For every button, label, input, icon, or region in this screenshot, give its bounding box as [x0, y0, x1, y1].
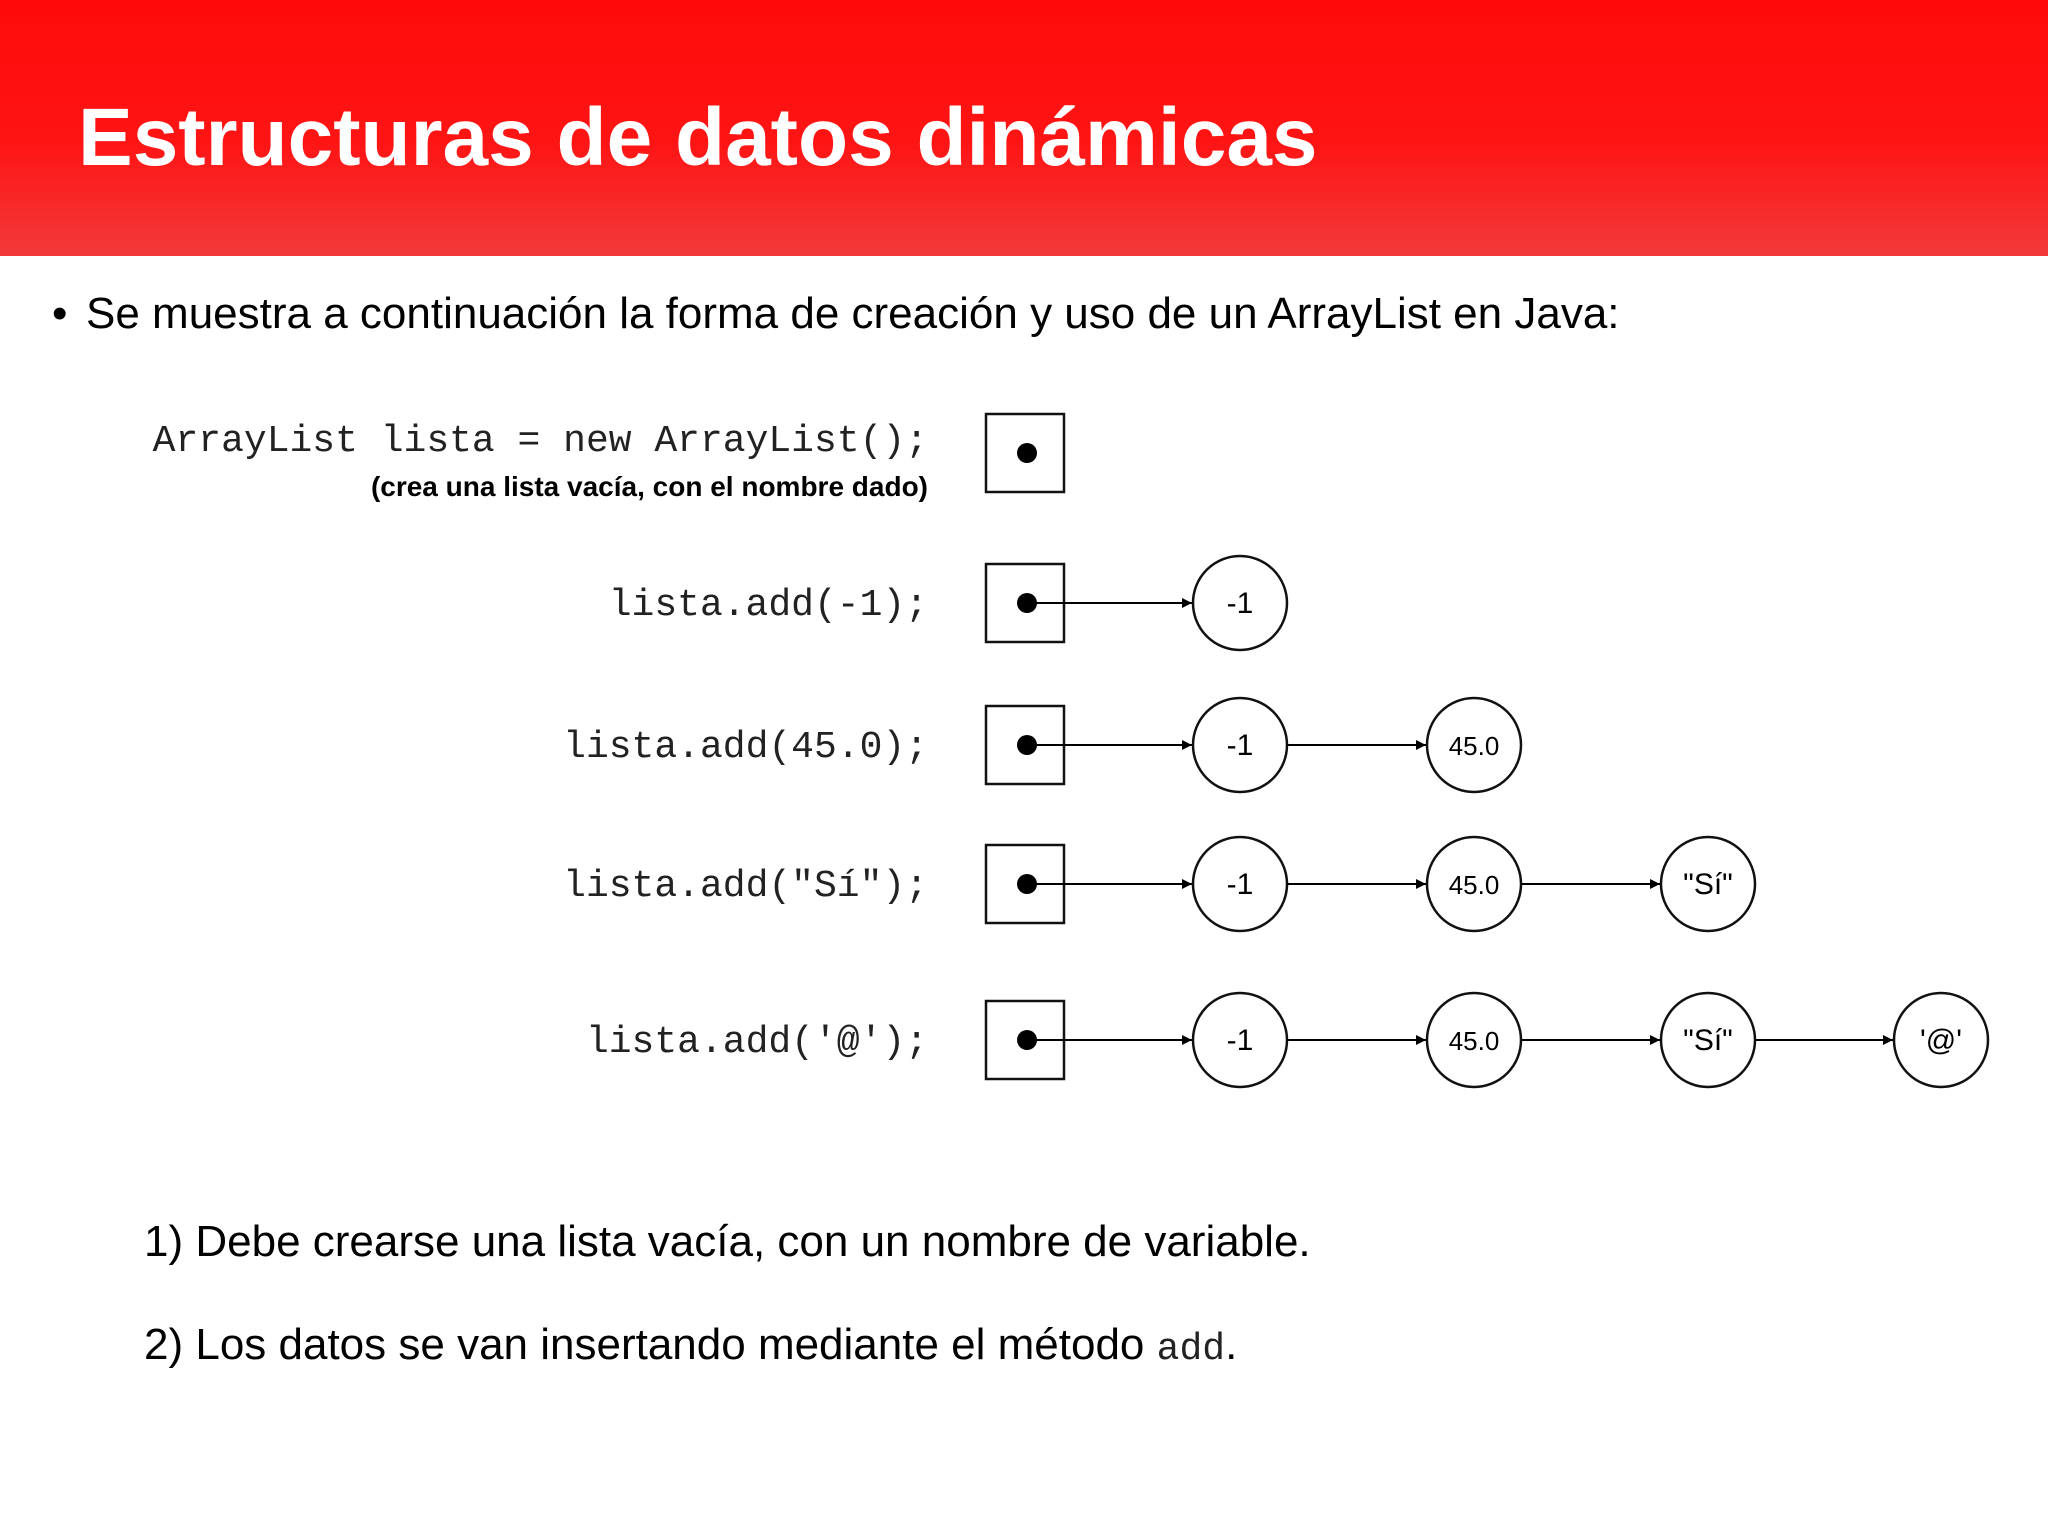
node-value: -1 [1226, 729, 1254, 762]
code-line: ArrayList lista = new ArrayList(); [152, 420, 928, 463]
diagram-row [563, 698, 1521, 792]
diagram-row [153, 414, 1064, 502]
step-1: 1) Debe crearse una lista vacía, con un nombre de variable. [144, 1217, 1311, 1266]
reference-dot [1017, 443, 1037, 463]
code-line: lista.add(-1); [608, 584, 928, 627]
diagram-row [609, 556, 1287, 650]
node-value: "Sí" [1683, 1024, 1733, 1057]
code-line: lista.add(45.0); [563, 726, 928, 769]
add-method-code: add [1156, 1328, 1226, 1371]
diagram-rows [153, 414, 1988, 1087]
step-2-suffix: . [1225, 1320, 1238, 1369]
node-value: -1 [1226, 1024, 1254, 1057]
arraylist-diagram [0, 380, 2048, 1120]
step-2 [144, 1315, 1237, 1380]
code-line: lista.add('@'); [585, 1021, 928, 1064]
node-value: '@' [1920, 1024, 1962, 1057]
node-value: 45.0 [1448, 1026, 1500, 1056]
node-value: 45.0 [1448, 731, 1500, 761]
slide-header [0, 0, 2048, 256]
slide-title: Estructuras de datos dinámicas [78, 92, 1318, 183]
step-2-text: 2) Los datos se van insertando mediante el método [144, 1320, 1145, 1369]
diagram-row [563, 837, 1755, 931]
node-value: "Sí" [1683, 868, 1733, 901]
node-value: -1 [1226, 587, 1254, 620]
code-note: (crea una lista vacía, con el nombre dado) [370, 471, 928, 502]
node-value: 45.0 [1448, 870, 1500, 900]
intro-text: Se muestra a continuación la forma de creación y uso de un ArrayList en Java: [86, 289, 1620, 338]
intro-bullet [52, 284, 1620, 344]
node-value: -1 [1226, 868, 1254, 901]
bullet-icon: • [52, 289, 68, 338]
code-line: lista.add("Sí"); [563, 865, 928, 908]
diagram-row [586, 993, 1988, 1087]
